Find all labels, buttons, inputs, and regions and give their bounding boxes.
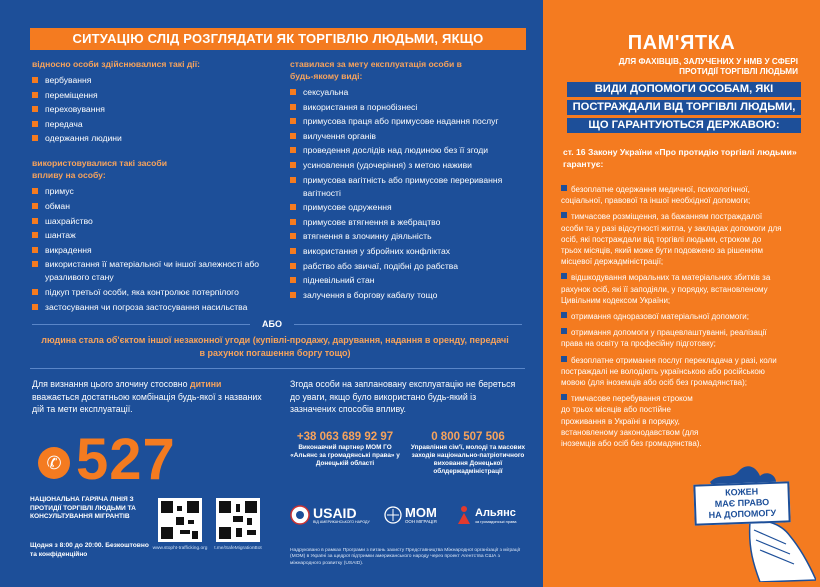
section-header: СИТУАЦІЮ СЛІД РОЗГЛЯДАТИ ЯК ТОРГІВЛЮ ЛЮДЬМИ, ЯКЩО [30, 28, 526, 50]
list-item: використання у збройних конфліктах [290, 245, 522, 258]
divider [30, 368, 525, 369]
usaid-seal-icon [290, 505, 310, 525]
bullet-icon [561, 273, 567, 279]
list-item: вербування [32, 74, 272, 87]
contact-description: Управління сім'ї, молоді та масових заходів національно-патріотичного виховання Донецької облдержадміністрації [410, 444, 526, 475]
actions-list [32, 74, 272, 145]
contact-government [408, 430, 528, 476]
usaid-wordmark: USAID [313, 504, 357, 521]
hotline-description: НАЦІОНАЛЬНА ГАРЯЧА ЛІНІЯ З ПРОТИДІЇ ТОРГІВЛІ ЛЮДЬМИ ТА КОНСУЛЬТУВАННЯ МІГРАНТІВ [30, 496, 136, 521]
usaid-tagline: ВІД АМЕРИКАНСЬКОГО НАРОДУ [313, 519, 370, 524]
list-item: отримання допомоги у працевлаштуванні, реалізації права на освіту та професійну підготовку; [561, 328, 767, 349]
list-item: примусова вагітність або примусове переривання вагітності [290, 174, 522, 200]
bullet-icon [561, 312, 567, 318]
list-item: отримання одноразової матеріальної допомоги; [561, 311, 783, 322]
hotline-hours: Щодня з 8:00 до 20:00. Безкоштовно та конфіденційно [30, 542, 149, 558]
memo-title: ПАМ'ЯТКА [627, 32, 736, 54]
list-item: передача [32, 118, 272, 131]
list-item: безоплатне отримання послуг перекладача у разі, коли постраждалі не володіють українською або російською мовою (для іноземців або осіб без громадянства); [561, 355, 777, 388]
alliance-logo [456, 500, 517, 530]
contact-ngo [290, 430, 400, 468]
iom-logo [384, 500, 437, 530]
bullet-icon [561, 394, 567, 400]
bullet-icon [561, 328, 567, 334]
list-item: вилучення органів [290, 130, 522, 143]
guarantees-list [561, 184, 801, 454]
list-item: переховування [32, 103, 272, 116]
qr-caption[interactable]: www.stopht-trafficking.org [152, 546, 208, 551]
list-item: усиновлення (удочеріння) з метою наживи [290, 159, 522, 172]
contact-phone[interactable]: 0 800 507 506 [431, 431, 505, 443]
means-list [32, 185, 272, 313]
memo-subtitle: ДЛЯ ФАХІВЦІВ, ЗАЛУЧЕНИХ У НМВ У СФЕРІ ПРОТИДІЇ ТОРГІВЛІ ЛЮДЬМИ [618, 57, 798, 76]
list-item: тимчасове перебування строком до трьох місяців або постійне проживання в Україні в порядку, встановленому законодавством (для іноземців або осіб без громадянства). [561, 394, 702, 449]
list-item: відшкодування моральних та матеріальних збитків за рахунок осіб, які її заподіяли, у порядку, встановленому Цивільним кодексом України; [561, 273, 771, 305]
list-item: шахрайство [32, 215, 272, 228]
list-item: застосування чи погроза застосування насильства [32, 301, 272, 314]
list-item: примусове втягнення в жебрацтво [290, 216, 522, 229]
bullet-icon [561, 212, 567, 218]
list-item: проведення дослідів над людиною без її згоди [290, 144, 522, 157]
list-item: примусова праця або примусове надання послуг [290, 115, 522, 128]
exploitation-list [290, 86, 522, 302]
or-text: людина стала об'єктом іншої незаконної угоди (купівлі-продажу, дарування, надання в оренду, передачі в рахунок погашення боргу тощо) [41, 335, 509, 358]
qr-caption[interactable]: t.me/SafeMigrationBot [214, 546, 262, 551]
list-item: підкуп третьої особи, яка контролює потерпілого [32, 286, 272, 299]
alliance-wordmark: Альянс [475, 506, 516, 519]
law-reference: ст. 16 Закону України «Про протидію торгівлі людьми» гарантує: [563, 147, 797, 169]
bullet-icon [561, 356, 567, 362]
qr-code-icon[interactable] [158, 498, 202, 542]
list-item: викрадення [32, 244, 272, 257]
or-label: АБО [250, 318, 294, 330]
iom-wordmark: МОМ [405, 504, 437, 520]
right-to-help-badge: КОЖЕН МАЄ ПРАВО НА ДОПОМОГУ [693, 481, 790, 525]
iom-emblem-icon [384, 506, 402, 524]
list-item: шантаж [32, 229, 272, 242]
contact-description: Виконавчий партнер МОМ ГО «Альянс за громадянські права» у Донецькій області [290, 444, 400, 467]
list-item: безоплатне одержання медичної, психологічної, соціальної, правової та іншої необхідної допомоги; [561, 185, 751, 206]
assistance-heading: ВИДИ ДОПОМОГИ ОСОБАМ, ЯКІ ПОСТРАЖДАЛИ ВІД ТОРГІВЛІ ЛЮДЬМИ, ЩО ГАРАНТУЮТЬСЯ ДЕРЖАВОЮ: [567, 82, 801, 134]
list-item: рабство або звичаї, подібні до рабства [290, 260, 522, 273]
contact-phone[interactable]: +38 063 689 92 97 [296, 431, 394, 443]
list-item: обман [32, 200, 272, 213]
alliance-tagline: за громадянські права [475, 518, 517, 524]
list-item: втягнення в злочинну діяльність [290, 230, 522, 243]
hotline-number[interactable]: 527 [76, 427, 176, 492]
means-lead: використовувалися такі засоби впливу на особу: [32, 158, 168, 181]
iom-tagline: ООН МІГРАЦІЯ [405, 518, 437, 524]
child-highlight: дитини [190, 379, 222, 389]
alliance-figure-icon [456, 505, 472, 525]
footer-note: Надруковано в рамках Програми з питань захисту Представництва Міжнародної організації з міграції (МОМ) в Україні за щедрої підтримки американського народу через проект Агентства США з міжнародного розвитку (USAID). [290, 548, 521, 566]
list-item: примус [32, 185, 272, 198]
consent-note: Згода особи на заплановану експлуатацію не береться до уваги, якщо було використано будь-який із зазначених способів впливу. [290, 379, 516, 414]
phone-icon: ✆ [38, 447, 70, 479]
child-note: Для визнання цього злочину стосовно дитини вважається достатньою комбінація будь-якої з названих дій та мети експлуатації. [32, 379, 262, 414]
list-item: примусове одруження [290, 201, 522, 214]
exploitation-column [290, 58, 522, 303]
list-item: залучення в боргову кабалу тощо [290, 289, 522, 302]
list-item: тимчасове розміщення, за бажанням постраждалої особи та у разі відсутності житла, у закладах допомоги для осіб, які постраждали від торгівлі людьми, строком до трьох місяців, який може бути подовжено за рішенням місцевої держадміністрації; [561, 212, 782, 267]
list-item: сексуальна [290, 86, 522, 99]
exploitation-lead: ставилася за мету експлуатація особи в будь-якому виді: [290, 59, 462, 81]
actions-column [32, 58, 272, 315]
list-item: використання в порнобізнесі [290, 101, 522, 114]
list-item: підневільний стан [290, 274, 522, 287]
list-item: одержання людини [32, 132, 272, 145]
actions-lead: відносно особи здійснювалися такі дії: [32, 59, 200, 69]
bullet-icon [561, 185, 567, 191]
list-item: використання її матеріальної чи іншої залежності або уразливого стану [32, 258, 272, 284]
qr-code-icon[interactable] [216, 498, 260, 542]
usaid-logo [290, 500, 370, 530]
list-item: переміщення [32, 89, 272, 102]
